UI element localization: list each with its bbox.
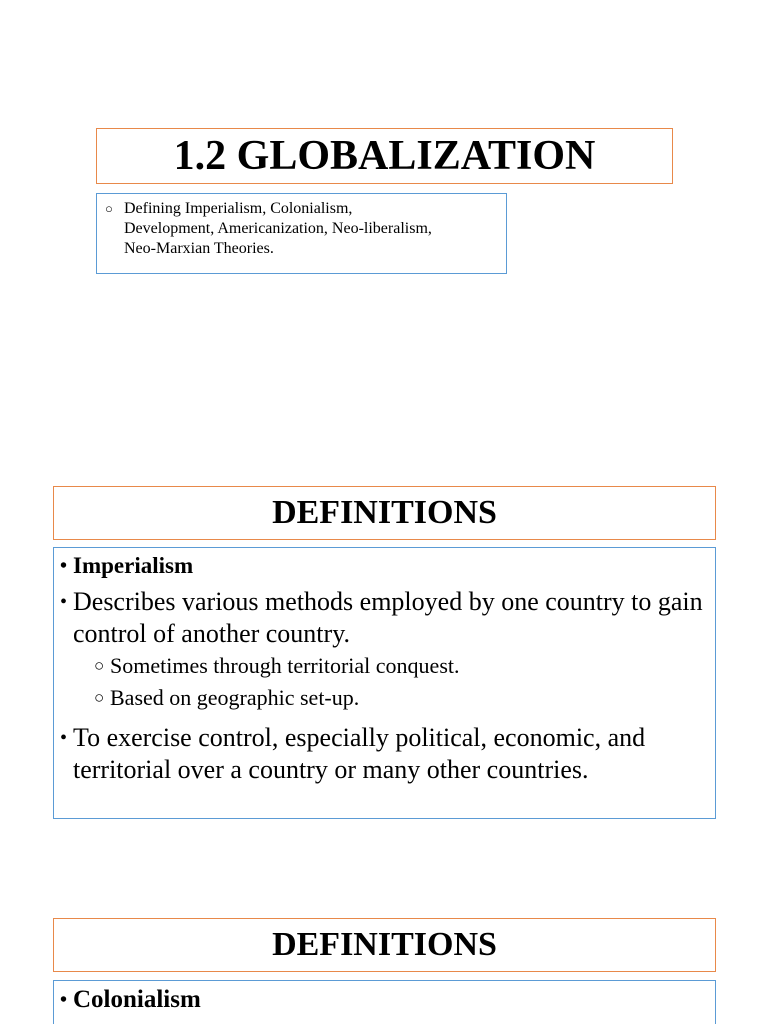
ring-bullet-icon: ○	[94, 656, 105, 675]
bullet-point	[60, 586, 707, 650]
sub-text: Based on geographic set-up.	[110, 685, 360, 710]
point-text: Describes various methods employed by one country to gain control of another country.	[73, 587, 703, 648]
slide1-title: 1.2 GLOBALIZATION	[173, 133, 596, 179]
subtitle-line: Defining Imperialism, Colonialism,	[124, 200, 353, 217]
ring-bullet-icon: ○	[105, 201, 113, 216]
bullet-icon: •	[60, 555, 68, 577]
slide2-title: DEFINITIONS	[272, 494, 497, 531]
sub-bullet	[94, 682, 707, 714]
slide2-title-box	[53, 486, 716, 540]
slide3-title: DEFINITIONS	[272, 926, 497, 963]
bullet-heading	[60, 985, 707, 1015]
bullet-icon: •	[60, 591, 68, 613]
slide2-content-box	[53, 547, 716, 819]
slide3-title-box	[53, 918, 716, 972]
subtitle-item	[105, 199, 498, 259]
sub-bullet	[94, 650, 707, 682]
heading-text: Imperialism	[73, 553, 194, 578]
slide1-title-box	[96, 128, 673, 184]
bullet-icon: •	[60, 727, 68, 749]
bullet-heading	[60, 552, 707, 580]
slide3-content-box	[53, 980, 716, 1024]
slide1-subtitle-box	[96, 193, 507, 274]
heading-text: Colonialism	[73, 986, 201, 1013]
point-text: To exercise control, especially political, economic, and territorial over a country or many other countries.	[73, 723, 646, 784]
bullet-icon: •	[60, 989, 68, 1011]
subtitle-line: Neo-Marxian Theories.	[124, 240, 274, 257]
subtitle-line: Development, Americanization, Neo-liberalism,	[124, 220, 432, 237]
ring-bullet-icon: ○	[94, 688, 105, 707]
sub-text: Sometimes through territorial conquest.	[110, 653, 460, 678]
bullet-point	[60, 722, 707, 786]
subtitle-text	[124, 199, 432, 259]
